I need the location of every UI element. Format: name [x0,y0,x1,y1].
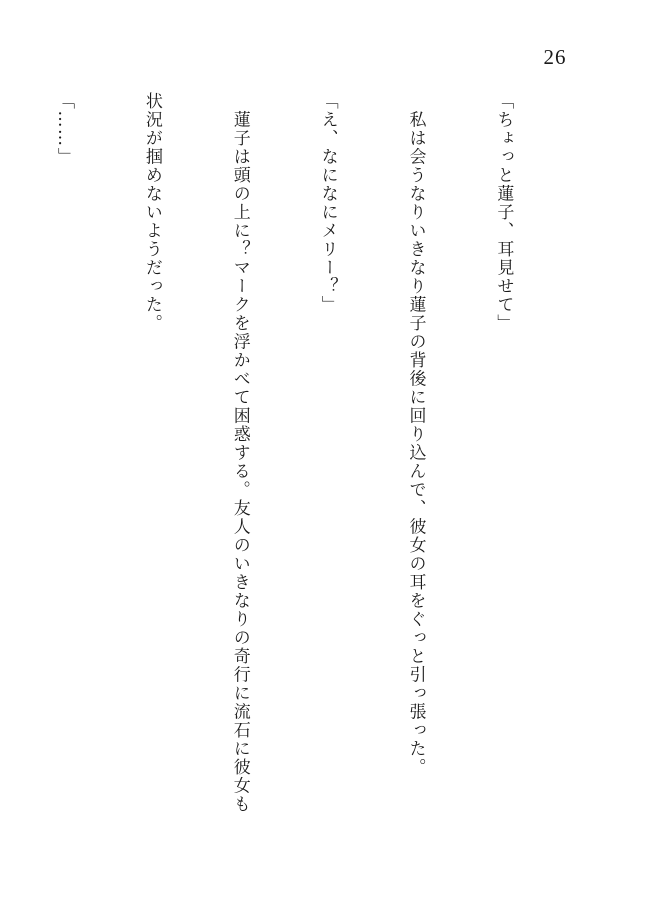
text-line: 「……」 [53,92,74,166]
text-line: 「え、なになにメリー？」 [317,92,338,314]
text-line: 私は会うなりいきなり蓮子の背後に回り込んで、彼女の耳をぐっと引っ張った。 [405,92,426,777]
text-line: 状況が掴めないようだった。 [141,92,162,333]
page-number: 26 [543,45,567,69]
body-text [0,92,576,832]
text-line: 蓮子は頭の上に？マークを浮かべて困惑する。友人のいきなりの奇行に流石に彼女も [229,92,250,814]
text-line: 「ちょっと蓮子、耳見せて」 [493,92,514,333]
